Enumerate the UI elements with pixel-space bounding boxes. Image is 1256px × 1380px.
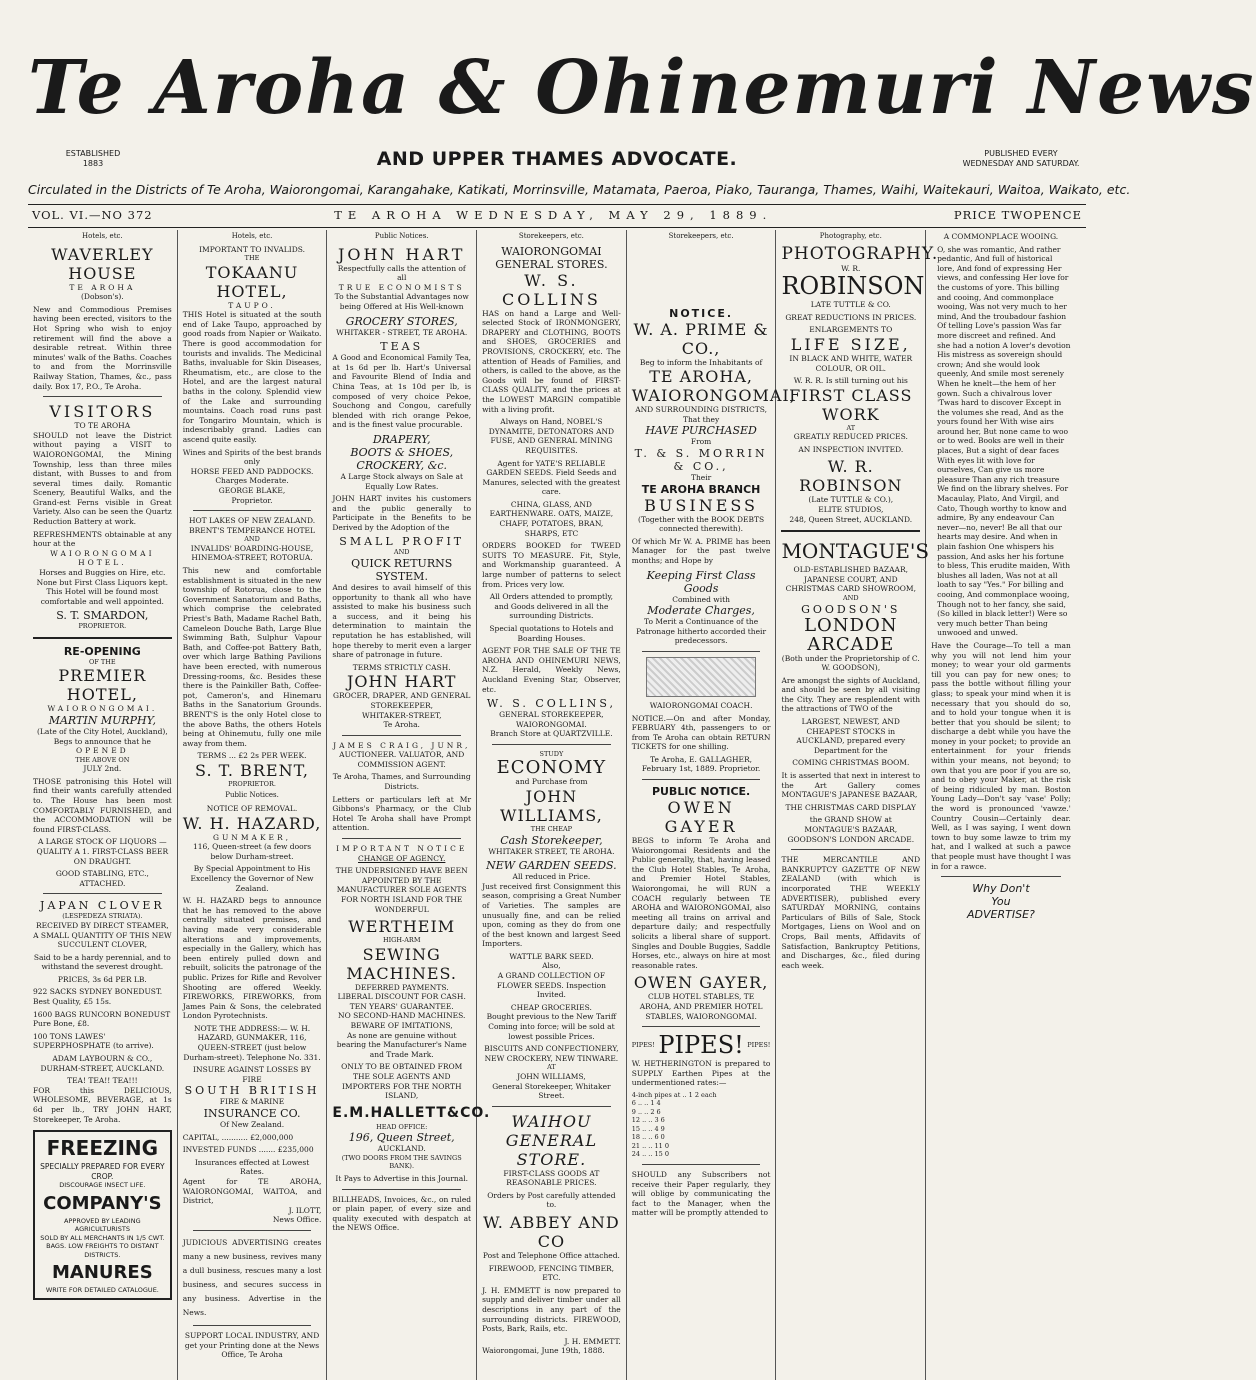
- column-heading: Hotels, etc.: [231, 232, 273, 240]
- ad-title: WAIORONGOMAI GENERAL STORES.: [495, 244, 608, 271]
- ad-text: SOLD BY ALL MERCHANTS IN 1/5 CWT. BAGS. LOW FREIGHTS TO DISTANT DISTRICTS.: [40, 1233, 165, 1259]
- ad-title: FIRST CLASS WORK: [789, 385, 913, 424]
- ad-subtitle: Keeping First Class Goods: [646, 568, 756, 595]
- ad-text: By Special Appointment to His Excellency the Governor of New Zealand.: [190, 864, 314, 893]
- ad-text: NO SECOND-HAND MACHINES.: [338, 1011, 466, 1021]
- ad-text: THE CHEAP: [530, 825, 573, 834]
- list-item: 6 .. .. 1 4: [631, 1099, 661, 1108]
- column-2: [178, 230, 328, 1380]
- ad-role: PROPRIETOR.: [78, 622, 127, 631]
- ad-text: OF THE: [89, 657, 116, 666]
- ad-title: HOT LAKES OF NEW ZEALAND.: [188, 516, 316, 526]
- ad-title: TEAS: [380, 340, 424, 354]
- masthead-title: Te Aroha & Ohinemuri News: [28, 45, 1256, 131]
- ad-text: Why Don't: [972, 882, 1030, 896]
- ad-text: TERMS ... £2 2s PER WEEK.: [197, 751, 307, 761]
- ad-title: BUSINESS: [644, 495, 759, 515]
- column-heading: Storekeepers, etc.: [668, 232, 734, 240]
- ad-text: BEWARE OF IMITATIONS,: [350, 1021, 453, 1031]
- ad-text: All Orders attended to promptly, and Goods delivered in all the surrounding Districts.: [489, 592, 614, 621]
- ad-title: NOTICE.: [669, 306, 734, 320]
- ad-text: WHITAKER - STREET, TE AROHA.: [336, 327, 468, 337]
- ad-title: ADVERTISE?: [967, 908, 1035, 922]
- ad-text: SPECIALLY PREPARED FOR EVERY CROP.: [40, 1162, 165, 1181]
- ad-text: AND SURROUNDING DISTRICTS,: [635, 405, 767, 415]
- ad-text: AT: [547, 1063, 556, 1072]
- ad-title: INSURANCE CO.: [203, 1107, 301, 1121]
- ad-text: RECEIVED BY DIRECT STEAMER, A SMALL QUANTITY OF THIS NEW SUCCULENT CLOVER,: [33, 920, 172, 950]
- ad-text: Begs to announce that he: [53, 736, 151, 746]
- manures-ad: [33, 1130, 172, 1300]
- ad-title: PHOTOGRAPHY.: [781, 243, 939, 264]
- ad-title: COMPANY'S: [43, 1192, 162, 1214]
- circulation-line: Circulated in the Districts of Te Aroha, Waiorongomai, Karangahake, Katikati, Morrinsville, Matamata, Paeroa, Piako, Tauranga, Thames, Waihi, Waitekauri, Waitoa, Waikato, etc.: [28, 182, 1131, 197]
- ad-text: GREATLY REDUCED PRICES.: [793, 432, 908, 442]
- ad-text: OPENED: [75, 746, 129, 756]
- ad-proprietor: W. R. ROBINSON: [799, 457, 903, 496]
- ad-subtitle: CHEAP GROCERIES.: [510, 1002, 592, 1012]
- volume-number: VOL. VI.—NO 372: [32, 208, 153, 222]
- columns: [28, 230, 1086, 1380]
- ad-subtitle: FIREWOOD, FENCING TIMBER, ETC.: [488, 1263, 615, 1283]
- ad-subtitle: WAIORONGOMAI HOTEL.: [50, 548, 155, 568]
- ad-proprietor: ROBINSON: [781, 272, 925, 301]
- ad-proprietor: OWEN GAYER,: [633, 973, 769, 993]
- ad-text: FIRST-CLASS GOODS AT REASONABLE PRICES.: [503, 1168, 600, 1188]
- masthead-row: [28, 140, 1086, 178]
- ad-text: Orders by Post carefully attended to.: [487, 1190, 616, 1210]
- pipes-header: [632, 1032, 771, 1059]
- ad-title: CROCKERY, &c.: [356, 458, 448, 472]
- established-block: [28, 149, 158, 169]
- ad-text: Agent for TE AROHA, WAIORONGOMAI, WAITOA, and District,: [182, 1177, 322, 1206]
- ad-body: A Good and Economical Family Tea, at 1s 6d per lb. Hart's Universal and Favourite Blend of India and China Teas, at 1s 10d per lb, is composed of very choice Pekoe, Souchong and Congou, carefully blended with rich orange Pekoe, and is the finest value procurable.: [332, 353, 472, 430]
- ad-text: WATTLE BARK SEED.: [509, 951, 594, 961]
- ad-text: AT: [846, 423, 856, 432]
- price: PRICE TWOPENCE: [953, 208, 1082, 222]
- ad-title: ECONOMY: [496, 757, 607, 779]
- ad-place: WAIORONGOMAI.: [47, 704, 158, 714]
- poem-body: O, she was romantic, And rather pedantic, And full of historical lore, And fond of expressing Her views, and confessing Her love for the customs of yore. This billing and cooing, And commonplace wooing, Was not very much to her mind, And the troubadour fashion Of telling Love's passion Was far more discreet and refined. And she had a notion A lover's devotion His mistress as sovereign should crown; And she would look queenly, And smile most serenely When he knelt—the hem of her gown. Such a chivalrous lover 'Twas hard to discover Except in the volumes she read, And as the yours found her With wise airs around her, But none came to woo or to wed. Books are well in their places, But a sight of dear faces With eyes lit with love for ourselves, Can give us more pleasure Than any rich treasure We find on the library shelves. For Macaulay, Plato, And Virgil, and Cato, Though worthy to know and admire, By any endeavour Can never—no, never! Be all that our hearts may desire. And when in plain fashion One whispers his passion, And asks her his fortune to bless, This erudite maiden, With blushes all laden, Was not at all loath to say "Yes." For billing and cooing, And commonplace wooing, Though not to her fancy, she said, (So killed in black letter!) Were so very much better Than being unwooed and unwed.: [937, 244, 1071, 638]
- ad-text: Horses and Buggies on Hire, etc. None but First Class Liquors kept. This Hotel will be found most comfortable and well appointed.: [36, 568, 169, 606]
- ad-owner: (Dobson's).: [81, 292, 124, 302]
- ad-text: Their: [690, 472, 712, 482]
- ad-text: ELITE STUDIOS,: [818, 505, 884, 515]
- ad-text: HIGH-ARM: [382, 936, 421, 945]
- ad-text: (Together with the BOOK DEBTS connected therewith).: [638, 514, 765, 534]
- ad-text: AND: [244, 535, 260, 544]
- ad-text: (Late TUTTLE & CO.),: [808, 495, 894, 505]
- ad-text: 100 TONS LAWES' SUPERPHOSPHATE (to arrive).: [33, 1031, 154, 1051]
- ad-text: THE: [244, 254, 260, 263]
- ad-title: PIPES!: [658, 1031, 744, 1060]
- column-5: [627, 230, 796, 1380]
- ad-subtitle: NOTICE OF REMOVAL.: [206, 804, 298, 813]
- ad-subtitle: COMING CHRISTMAS BOOM.: [792, 758, 910, 768]
- ad-subtitle: TRUE ECONOMISTS: [338, 282, 465, 292]
- ad-proprietor: W. A. PRIME & CO.,: [633, 319, 769, 358]
- ad-title: WAIHOU GENERAL STORE.: [505, 1111, 598, 1169]
- ad-text: Also,: [542, 961, 561, 971]
- ad-title: Cash Storekeeper,: [500, 833, 603, 847]
- ad-title: WERTHEIM: [348, 917, 456, 937]
- ad-text: 248, Queen Street, AUCKLAND.: [789, 514, 913, 524]
- column-heading: Photography, etc.: [819, 232, 882, 240]
- ad-title: SEWING MACHINES.: [346, 944, 458, 983]
- ad-title: E.M.HALLETT&CO.: [332, 1104, 491, 1121]
- ad-body: BILLHEADS, Invoices, &c., on ruled or plain paper, of every size and quality executed with despatch at the NEWS Office.: [332, 1194, 472, 1233]
- ad-proprietor: OWEN GAYER: [664, 798, 738, 837]
- ad-title: RE-OPENING: [63, 644, 141, 658]
- ad-text: TEN YEARS' GUARANTEE.: [349, 1001, 454, 1011]
- ad-text: Branch Store at QUARTZVILLE.: [490, 729, 613, 739]
- ad-title: DRAPERY,: [372, 432, 431, 446]
- column-1: [28, 230, 178, 1380]
- published-label: PUBLISHED EVERY: [984, 149, 1058, 158]
- ad-text: To the Substantial Advantages now being Offered at His Well-known: [334, 292, 469, 311]
- ad-body: SHOULD any Subscribers not receive their Paper regularly, they will oblige by communicating the fact to the Manager, when the matter will be promptly attended to: [631, 1169, 771, 1218]
- ad-text: CAPITAL, ........... £2,000,000: [182, 1132, 294, 1142]
- ad-text: BISCUITS AND CONFECTIONERY, NEW CROCKERY, NEW TINWARE.: [484, 1044, 619, 1063]
- ad-text: the GRAND SHOW at MONTAGUE'S BAZAAR,: [804, 815, 898, 834]
- ad-title: WAVERLEY HOUSE: [51, 244, 154, 283]
- ad-text: WHITAKER STREET, TE AROHA.: [488, 846, 615, 856]
- ad-subtitle: HAVE PURCHASED: [645, 424, 757, 438]
- established-label: ESTABLISHED: [65, 149, 121, 158]
- ad-proprietor: J. H. EMMETT.: [564, 1336, 621, 1346]
- list-item: 12 .. .. 3 6: [631, 1116, 665, 1125]
- ad-text: Waiorongomai, June 19th, 1888.: [482, 1346, 605, 1356]
- list-item: 18 .. .. 6 0: [631, 1133, 665, 1142]
- ad-text: INVESTED FUNDS ....... £235,000: [182, 1145, 314, 1155]
- ad-title: JAMES CRAIG, JUNR,: [333, 740, 471, 750]
- ad-text: AND: [842, 594, 859, 602]
- ad-text: Said to be a hardy perennial, and to withstand the severest drought.: [33, 952, 171, 972]
- ad-text: ENLARGEMENTS TO: [809, 325, 893, 335]
- ad-text: and Purchase from: [515, 777, 588, 787]
- ad-text: All reduced in Price.: [512, 872, 591, 882]
- ad-text: To Merit a Continuance of the Patronage hitherto accorded their predecessors.: [636, 617, 767, 646]
- ad-subtitle: IMPORTANT TO INVALIDS.: [199, 244, 305, 254]
- ad-text: 922 SACKS SYDNEY BONEDUST. Best Quality, £5 15s.: [33, 987, 163, 1007]
- ad-body: SUPPORT LOCAL INDUSTRY, AND get your Printing done at the News Office, Te Aroha: [184, 1330, 320, 1360]
- ad-body: W. HETHERINGTON is prepared to SUPPLY Earthen Pipes at the undermentioned rates:—: [631, 1059, 771, 1088]
- ad-proprietor: W. ABBEY AND CO: [483, 1213, 620, 1252]
- ad-text: (Both under the Proprietorship of C. W. GOODSON),: [781, 653, 920, 673]
- ad-text: Wines and Spirits of the best brands only: [182, 447, 322, 467]
- ad-title: TE AROHA BRANCH: [641, 482, 761, 496]
- ad-text: ONLY TO BE OBTAINED FROM THE SOLE AGENTS AND IMPORTERS FOR THE NORTH ISLAND,: [341, 1062, 463, 1101]
- ad-body: JOHN HART invites his customers and the public generally to Participate in the Benefits to be Derived by the Adoption of the: [332, 494, 472, 532]
- ad-proprietor: W. S. COLLINS: [501, 270, 601, 309]
- ad-text: GREAT REDUCTIONS IN PRICES.: [785, 312, 917, 322]
- ad-text: LATE TUTTLE & CO.: [810, 300, 891, 310]
- ad-proprietor: S. T. SMARDON,: [56, 609, 149, 623]
- ad-text: (TWO DOORS FROM THE SAVINGS BANK).: [341, 1153, 462, 1171]
- ad-text: JULY 2nd.: [83, 764, 122, 774]
- ad-title: FREEZING: [46, 1136, 159, 1161]
- ad-body: Are amongst the sights of Auckland, and should be seen by all visiting the City. They are resplendent with the attractions of TWO of the: [781, 675, 921, 714]
- ad-text: PIPES!: [631, 1041, 655, 1050]
- ad-body: This new and comfortable establishment is situated in the new township of Rotorua, close to the Government Sanatorium and Baths, which comprise the celebrated Priest's Bath, Madame Rachel Bath, Cameleon Douche Bath, Large Blue Swimming Bath, Sulphur Vapour Bath, and Coffee-pot Battery Bath, over which large Bathing Pavilions have been erected, with numerous Dressing-rooms, &c. Besides these there is the Painkiller Bath, Coffee-pot, Cameron's, and Hinemaru Baths in the Sanatorium Grounds. BRENT'S is the only Hotel close to the above Baths, the others Hotels being at Ohinemutu, fully one mile away from them.: [182, 566, 322, 748]
- ad-role: Proprietor.: [231, 495, 273, 505]
- ad-body: It is asserted that next in interest to the Art Gallery comes MONTAGUE'S JAPANESE BAZAAR,: [781, 771, 921, 800]
- ad-subtitle: CHANGE OF AGENCY.: [358, 853, 446, 863]
- ad-text: AN INSPECTION INVITED.: [798, 444, 904, 454]
- ad-text: You: [991, 895, 1011, 909]
- ad-body: HAS on hand a Large and Well-selected Stock of IRONMONGERY, DRAPERY and CLOTHING, BOOTS and SHOES, GROCERIES and PROVISIONS, CROCKERY, etc. The attention of Heads of Families, and others, is called to the above, as the Goods will be found of FIRST-CLASS QUALITY, and the prices at the LOWEST MARGIN compatible with a living profit.: [482, 308, 621, 414]
- list-item: 21 .. .. 11 0: [631, 1141, 669, 1150]
- ad-body: And desires to avail himself of this opportunity to thank all who have assisted to make his business such a success, and it being his determination to maintain the reputation he has established, will hope thereby to merit even a larger share of patronage in future.: [332, 582, 472, 660]
- ad-proprietor: GEORGE BLAKE,: [218, 485, 286, 495]
- ad-text: Special quotations to Hotels and Boarding Houses.: [489, 624, 614, 643]
- ad-text: WHITAKER-STREET,: [361, 710, 442, 720]
- ad-title: WAIORONGOMAI COACH.: [649, 700, 753, 710]
- ad-title: GOODSON'S: [801, 602, 901, 616]
- ad-proprietor: J. ILOTT,: [288, 1205, 322, 1215]
- ad-body: BEGS to inform Te Aroha and Waiorongomai Residents and the Public generally, that, having leased the Club Hotel Stables, Te Aroha, and Premier Hotel Stables, Waiorongomai, he will RUN a COACH regularly between TE AROHA and WAIORONGOMAI, also meeting all trains on arrival and departure daily; and respectfully solicits a liberal share of support. Singles and Double Buggies, Saddle Horses, etc., always on hire at most reasonable rates.: [631, 836, 771, 970]
- issue-date: TE AROHA WEDNESDAY, MAY 29, 1889.: [334, 208, 773, 222]
- ad-text: CLUB HOTEL STABLES, TE AROHA, AND PREMIER HOTEL STABLES, WAIORONGOMAI.: [639, 992, 763, 1021]
- ad-text: PIPES!: [747, 1041, 771, 1050]
- ad-text: TERMS STRICTLY CASH.: [352, 662, 451, 672]
- ad-text: (LESPEDEZA STRIATA).: [62, 912, 143, 921]
- ad-text: Post and Telephone Office attached.: [482, 1251, 620, 1261]
- ad-title: LONDON ARCADE: [804, 614, 898, 655]
- ad-title: SOUTH BRITISH: [184, 1084, 320, 1098]
- ad-text: HEAD OFFICE:: [376, 1122, 428, 1131]
- ad-text: IN BLACK AND WHITE, WATER COLOUR, OR OIL.: [789, 353, 913, 373]
- ad-text: GOODSON'S LONDON ARCADE.: [787, 834, 915, 844]
- ad-title: SMALL PROFIT: [339, 535, 465, 549]
- ad-body: FOR this DELICIOUS, WHOLESOME, BEVERAGE, at 1s 6d per lb., TRY JOHN HART, Storekeeper, Te Aroha.: [33, 1085, 172, 1124]
- ad-text: Always on Hand, NOBEL'S DYNAMITE, DETONATORS AND FUSE, AND GENERAL MINING REQUISITES.: [488, 417, 615, 455]
- column-heading: Hotels, etc.: [82, 232, 123, 240]
- ad-body: New and Commodious Premises having been erected, visitors to the Hot Spring who wish to enjoy retirement will find the above a desirable retreat. Within three minutes' walk of the Baths. Coaches to and from the Morrinsville Railway Station, Thames, &c., pass daily. Box 17, P.O., Te Aroha.: [33, 304, 172, 391]
- ad-body: THOSE patronising this Hotel will find their wants carefully attended to. The House has been most COMFORTABLY FURNISHED, and the ACCOMMODATION will be found FIRST-CLASS.: [33, 776, 172, 834]
- ad-text: GENERAL STOREKEEPER, WAIORONGOMAI.: [499, 710, 604, 729]
- column-3: [327, 230, 491, 1380]
- ad-title: MANURES: [52, 1262, 153, 1284]
- ad-text: PRICES, 3s 6d PER LB.: [57, 974, 147, 984]
- ad-text: A Large Stock always on Sale at Equally Low Rates.: [340, 471, 463, 491]
- ad-text: (Late of the City Hotel, Auckland),: [36, 727, 168, 736]
- list-item: 15 .. .. 4 9: [631, 1124, 665, 1133]
- ad-title: TOKAANU HOTEL,: [205, 262, 299, 301]
- ad-text: GROCER, DRAPER, AND GENERAL STOREKEEPER,: [333, 691, 471, 710]
- ad-text: Te Aroha, E. GALLAGHER, February 1st, 1889. Proprietor.: [641, 754, 761, 774]
- ad-text: General Storekeeper, Whitaker Street.: [492, 1081, 611, 1101]
- ad-title: 196, Queen Street,: [348, 1131, 455, 1145]
- ad-subtitle: THE CHRISTMAS CARD DISPLAY: [785, 802, 916, 812]
- ad-text: W. R. R. Is still turning out his: [793, 376, 908, 386]
- column-heading: Public Notices.: [374, 232, 429, 240]
- column-heading: Public Notices.: [225, 791, 279, 800]
- ad-place: TAUPO.: [228, 300, 276, 310]
- ad-text: APPROVED BY LEADING AGRICULTURISTS: [64, 1216, 141, 1234]
- list-item: 9 .. .. 2 6: [631, 1107, 661, 1116]
- ad-text: Charges Moderate.: [215, 476, 289, 486]
- ad-text: OLD-ESTABLISHED BAZAAR,: [793, 565, 908, 575]
- ad-text: Of New Zealand.: [219, 1120, 285, 1130]
- coach-illustration: [646, 657, 757, 697]
- column-heading: Storekeepers, etc.: [518, 232, 584, 240]
- ad-subtitle: BRENT'S TEMPERANCE HOTEL: [189, 525, 315, 535]
- ad-proprietor: T. & S. MORRIN & CO.,: [634, 446, 768, 473]
- dateline: [28, 204, 1086, 228]
- ad-body: NOTICE.—On and after Monday, FEBRUARY 4th, passengers to or from Te Aroha can obtain RETURN TICKETS for one shilling.: [631, 713, 771, 752]
- established-year: 1883: [82, 159, 104, 168]
- ad-subtitle: INSURE AGAINST LOSSES BY FIRE: [193, 1065, 312, 1084]
- ad-text: 1600 BAGS RUNCORN BONEDUST Pure Bone, £8.: [33, 1009, 171, 1029]
- ad-proprietor: S. T. BRENT,: [195, 760, 309, 780]
- ad-title: PUBLIC NOTICE.: [651, 785, 751, 799]
- ad-text: Te Aroha.: [383, 720, 420, 730]
- ad-text: Bought previous to the New Tariff Coming into force; will be sold at lowest possible Prices.: [486, 1012, 617, 1041]
- list-item: 4-inch pipes at .. 1 2 each: [631, 1090, 717, 1099]
- ad-body: Of which Mr W. A. PRIME has been Manager for the past twelve months; and Hope by: [631, 536, 771, 565]
- ad-proprietor: MARTIN MURPHY,: [48, 714, 156, 727]
- ad-text: ADAM LAYBOURN & CO., DURHAM-STREET, AUCKLAND.: [40, 1054, 165, 1073]
- ad-title: IMPORTANT NOTICE: [336, 844, 468, 854]
- ad-title: QUICK RETURNS SYSTEM.: [351, 556, 453, 583]
- ad-body: W. H. HAZARD begs to announce that he has removed to the above centrally situated premises, and having made very considerable alterations and improvements, especially in the Gallery, which has been entirely pulled down and rebuilt, solicits the patronage of the public. Prizes for Rifle and Revolver Shooting are offered Weekly. FIREWORKS, FIREWORKS, from James Pain & Sons, the celebrated London Pyrotechnists.: [182, 896, 322, 1021]
- ad-subtitle: INVALIDS' BOARDING-HOUSE, HINEMOA-STREET, ROTORUA.: [190, 543, 314, 563]
- pipe-price-list: [632, 1091, 771, 1159]
- ad-title: NEW GARDEN SEEDS.: [486, 859, 617, 873]
- ad-body: AGENT FOR THE SALE OF THE TE AROHA AND OHINEMURI NEWS, N.Z. Herald, Weekly News, Auckland Evening Star, Observer, etc.: [482, 646, 621, 694]
- published-days: WEDNESDAY AND SATURDAY.: [962, 159, 1080, 168]
- column-4: [477, 230, 627, 1380]
- ad-text: REFRESHMENTS obtainable at any hour at the: [33, 529, 172, 549]
- ad-body: THIS Hotel is situated at the south end of Lake Taupo, approached by good roads from Napier or Waikato. There is good accommodation for tourists and invalids. The Medicinal Baths, invaluable for Skin Diseases, Rheumatism, etc., are close to the Hotel, and are the largest natural baths in the colony. Splendid view of the Lake and surrounding mountains. Coach road runs past for Tongariro Mountain, which is indescribably grand. Ladies can ascend quite easily.: [182, 310, 322, 444]
- ad-text: NOTE THE ADDRESS:— W. H. HAZARD, GUNMAKER, 116, QUEEN-STREET (just below Durham-street). Telephone No. 331.: [183, 1023, 321, 1062]
- ad-title: PREMIER HOTEL,: [58, 666, 147, 705]
- ad-body: JUDICIOUS ADVERTISING creates many a new business, revives many a dull business, rescues many a lost business, and secures success in any business. Advertise in the News.: [182, 1237, 322, 1317]
- ad-text: LIBERAL DISCOUNT FOR CASH.: [337, 992, 466, 1002]
- ad-proprietor: JOHN WILLIAMS,: [500, 787, 603, 826]
- ad-text: STUDY: [539, 749, 564, 758]
- ad-text: FIRE & MARINE: [219, 1097, 285, 1107]
- ad-text: A LARGE STOCK OF LIQUORS —QUALITY A 1. FIRST-CLASS BEER ON DRAUGHT.: [36, 837, 169, 866]
- ad-place: TE AROHA: [69, 282, 136, 292]
- article-body: Have the Courage—To tell a man why you will not lend him your money; to wear your old garments till you can pay for new ones; to pass the bottle without filling your glass; to speak your mind when it is necessary that you should do so, and to hold your tongue when it is better that you should be silent; to discharge a debt while you have the money in your pocket; to provide an entertainment for your friends within your means, not beyond; to own that you are poor if you are so, and to obey your Maker, at the risk of being ridiculed by man. Boston Young Lady—Don't say 'vase' Polly; the word is pronounced 'vawze.' Country Cousin—Certainly dear. Well, as I was saying, I went down town to buy some lawze to trim my hat, and I walked at such a pawce that people must have thought I was in for a rawce.: [931, 640, 1071, 871]
- ad-proprietor: JOHN HART: [346, 672, 457, 692]
- ad-text: That they: [682, 414, 720, 424]
- column-7: [926, 230, 1076, 1380]
- ad-text: JAPANESE COURT, AND CHRISTMAS CARD SHOWROOM,: [785, 574, 916, 594]
- ad-title: MONTAGUE'S: [781, 539, 930, 564]
- published-block: [956, 149, 1086, 169]
- ad-place: TE AROHA,: [649, 367, 753, 387]
- ad-text: HORSE FEED AND PADDOCKS.: [190, 466, 314, 476]
- ad-body: ORDERS BOOKED for TWEED SUITS TO MEASURE. Fit, Style, and Workmanship guaranteed. A large number of patterns to select from. Prices very low.: [482, 541, 621, 589]
- ad-title: JOHN HART: [337, 244, 466, 264]
- ad-proprietor: W. S. COLLINS,: [486, 697, 616, 711]
- ad-proprietor: JOHN WILLIAMS,: [517, 1071, 586, 1081]
- ad-text: AUCKLAND.: [377, 1144, 426, 1154]
- ad-text: CHINA, GLASS, AND EARTHENWARE. OATS, MAIZE, CHAFF, POTATOES, BRAN, SHARPS, ETC: [489, 499, 614, 538]
- ad-text: Combined with: [672, 594, 730, 604]
- ad-title: GROCERY STORES,: [345, 314, 458, 328]
- ad-text: AUCTIONEER. VALUATOR, AND COMMISSION AGENT.: [339, 750, 465, 769]
- ad-role: News Office.: [272, 1215, 322, 1225]
- ad-body: THE MERCANTILE AND BANKRUPTCY GAZETTE OF NEW ZEALAND (with which is incorporated THE WEEKLY ADVERTISER), published every SATURDAY MORNING, contains Particulars of Bills of Sale, Stock Mortgages, Liens on Wool and on Crops, Bail ments, Affidavits of Satisfaction, Bankruptcy Petitions, and Discharges, &c., filed during each week.: [781, 855, 921, 970]
- ad-title: VISITORS: [49, 402, 156, 422]
- ad-text: THE UNDERSIGNED HAVE BEEN APPOINTED BY THE MANUFACTURER SOLE AGENTS FOR NORTH ISLAND FOR THE WONDERFUL: [335, 866, 468, 914]
- ad-text: GOOD STABLING, ETC., ATTACHED.: [55, 869, 149, 888]
- ad-body: J. H. EMMETT is now prepared to supply and deliver timber under all descriptions in any part of the surrounding districts. FIREWOOD, Posts, Bark, Rails, etc.: [482, 1285, 621, 1334]
- ad-title: LIFE SIZE,: [790, 334, 911, 354]
- ad-title: JAPAN CLOVER: [40, 899, 165, 913]
- list-item: 24 .. .. 15 0: [631, 1150, 669, 1159]
- ad-text: DISCOURAGE INSECT LIFE.: [59, 1181, 146, 1190]
- ad-title: BOOTS & SHOES,: [350, 445, 454, 459]
- masthead-subtitle: AND UPPER THAMES ADVOCATE.: [376, 148, 738, 170]
- ad-subtitle: Moderate Charges,: [647, 604, 755, 618]
- ad-title: TEA! TEA!! TEA!!!: [67, 1076, 138, 1086]
- ad-text: Respectfully calls the attention of all: [337, 263, 466, 283]
- ad-subtitle: TO TE AROHA: [74, 421, 131, 431]
- ad-text: A GRAND COLLECTION OF FLOWER SEEDS. Inspection Invited.: [496, 971, 606, 1000]
- column-6: [776, 230, 939, 1380]
- ad-role: PROPRIETOR.: [228, 779, 276, 788]
- ad-text: W. R.: [841, 263, 861, 273]
- ad-text: Te Aroha, Thames, and Surrounding Districts.: [332, 772, 471, 792]
- ad-title: W. H. HAZARD,: [182, 813, 322, 833]
- ad-text: WRITE FOR DETAILED CATALOGUE.: [45, 1286, 159, 1295]
- ad-body: Just received first Consignment this season, comprising a Great Number of Varieties. The samples are unusually fine, and can be relied upon, coming as they do from one of the best known and largest Seed Importers.: [482, 881, 621, 949]
- ad-text: AND: [393, 548, 410, 557]
- ad-text: DEFERRED PAYMENTS.: [354, 982, 449, 992]
- article-title: A COMMONPLACE WOOING.: [943, 232, 1059, 241]
- ad-text: Agent for YATE'S RELIABLE GARDEN SEEDS. Field Seeds and Manures, selected with the greatest care.: [482, 458, 621, 497]
- ad-text: From: [690, 437, 712, 447]
- ad-text: As none are genuine without bearing the Manufacturer's Name and Trade Mark.: [336, 1030, 467, 1059]
- ad-place: WAIORONGOMAI,: [631, 386, 796, 406]
- ad-text: Beg to inform the Inhabitants of: [639, 357, 763, 367]
- ad-body: Letters or particulars left at Mr Gibbons's Pharmacy, or the Club Hotel Te Aroha shall have Prompt attention.: [332, 794, 472, 833]
- ad-subtitle: GUNMAKER,: [212, 832, 292, 842]
- ad-body: SHOULD not leave the District without paying a VISIT to WAIORONGOMAI, the Mining Township, less than three miles distant, with Busses to and from several times daily. Romantic Scenery, Beautiful Walks, and the Grand-est Ferns visible in Great Variety. Also can be seen the Quartz Reduction Battery at work.: [33, 430, 172, 527]
- ad-text: It Pays to Advertise in this Journal.: [335, 1173, 469, 1183]
- ad-text: LARGEST, NEWEST, AND CHEAPEST STOCKS in AUCKLAND, prepared every Department for the: [796, 717, 906, 755]
- ad-text: 116, Queen-street (a few doors below Durham-street.: [192, 842, 312, 861]
- ad-text: Insurances effected at Lowest Rates.: [194, 1157, 310, 1177]
- ad-text: THE ABOVE ON: [75, 755, 130, 764]
